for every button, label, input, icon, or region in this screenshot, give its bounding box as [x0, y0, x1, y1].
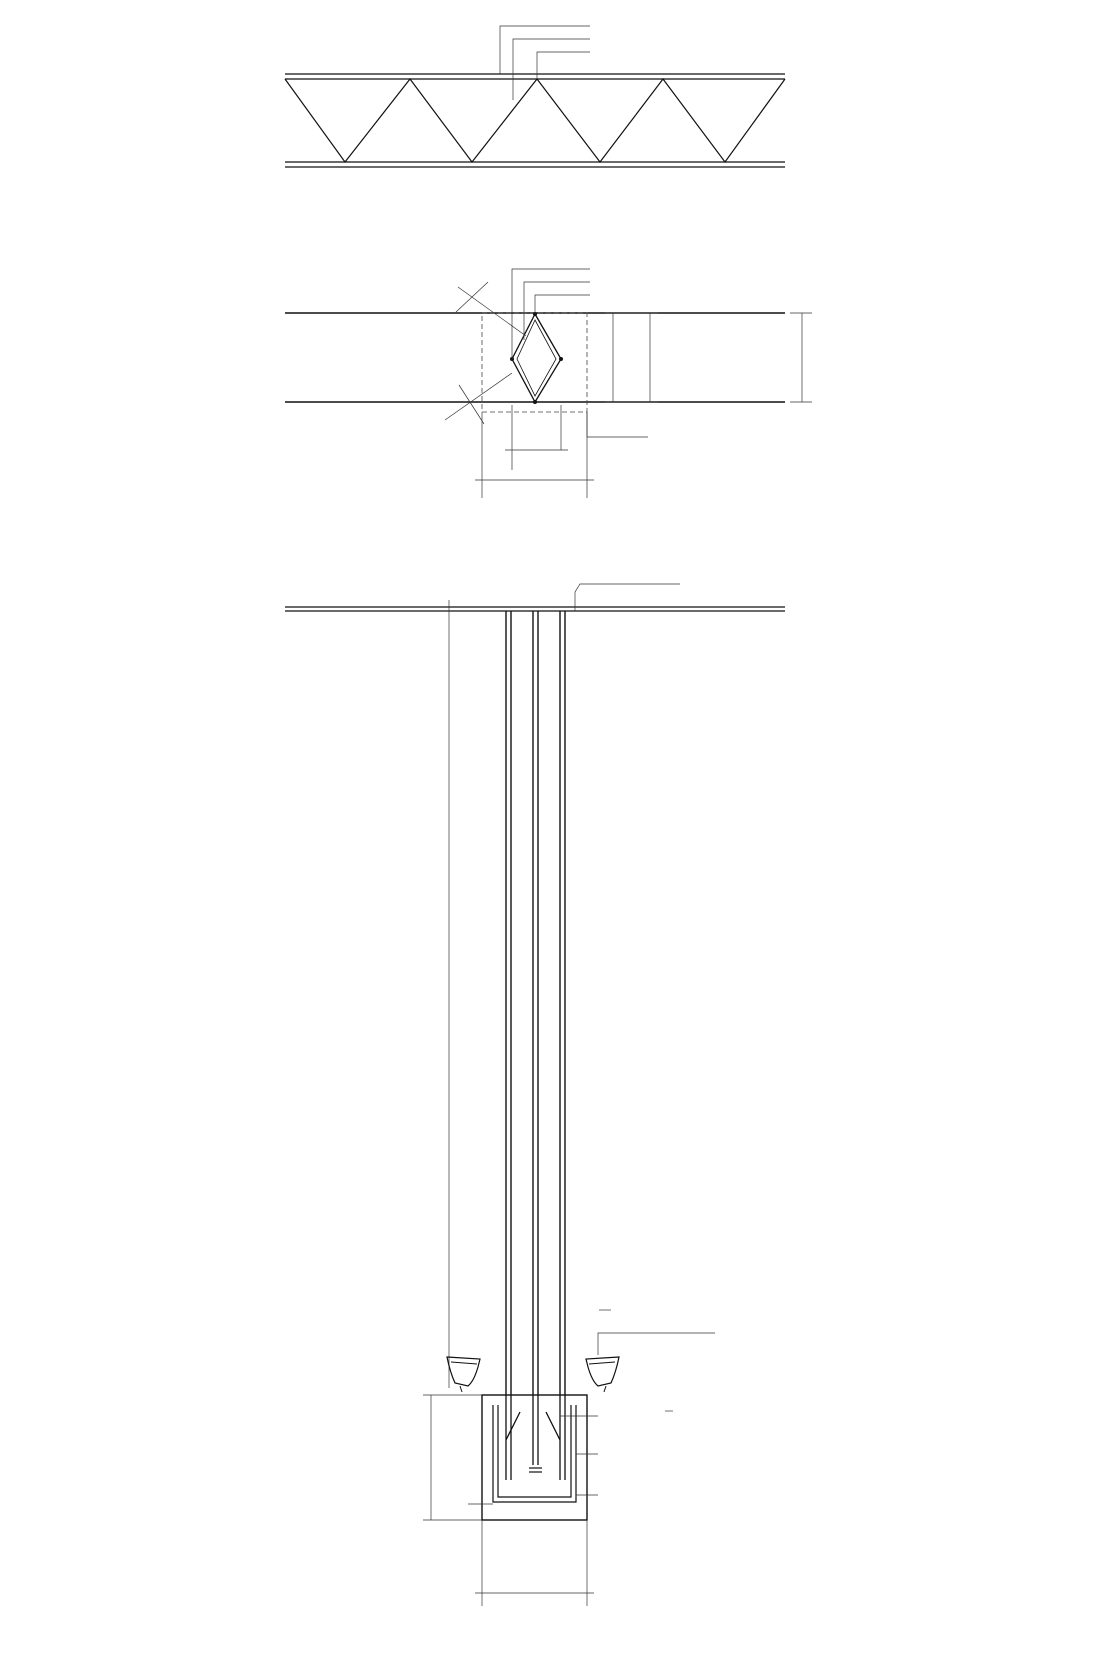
left-light-fixture — [447, 1357, 480, 1392]
base-projection-outline — [482, 313, 587, 412]
lattice-column — [506, 611, 565, 1395]
right-light-fixture — [586, 1357, 619, 1392]
top-view — [285, 26, 785, 167]
top-view-truss-zigzag — [285, 79, 785, 162]
concrete-base — [482, 1395, 587, 1520]
plan-column-diamond — [512, 314, 561, 402]
elevation-view — [285, 584, 785, 1606]
plan-view — [285, 269, 812, 498]
